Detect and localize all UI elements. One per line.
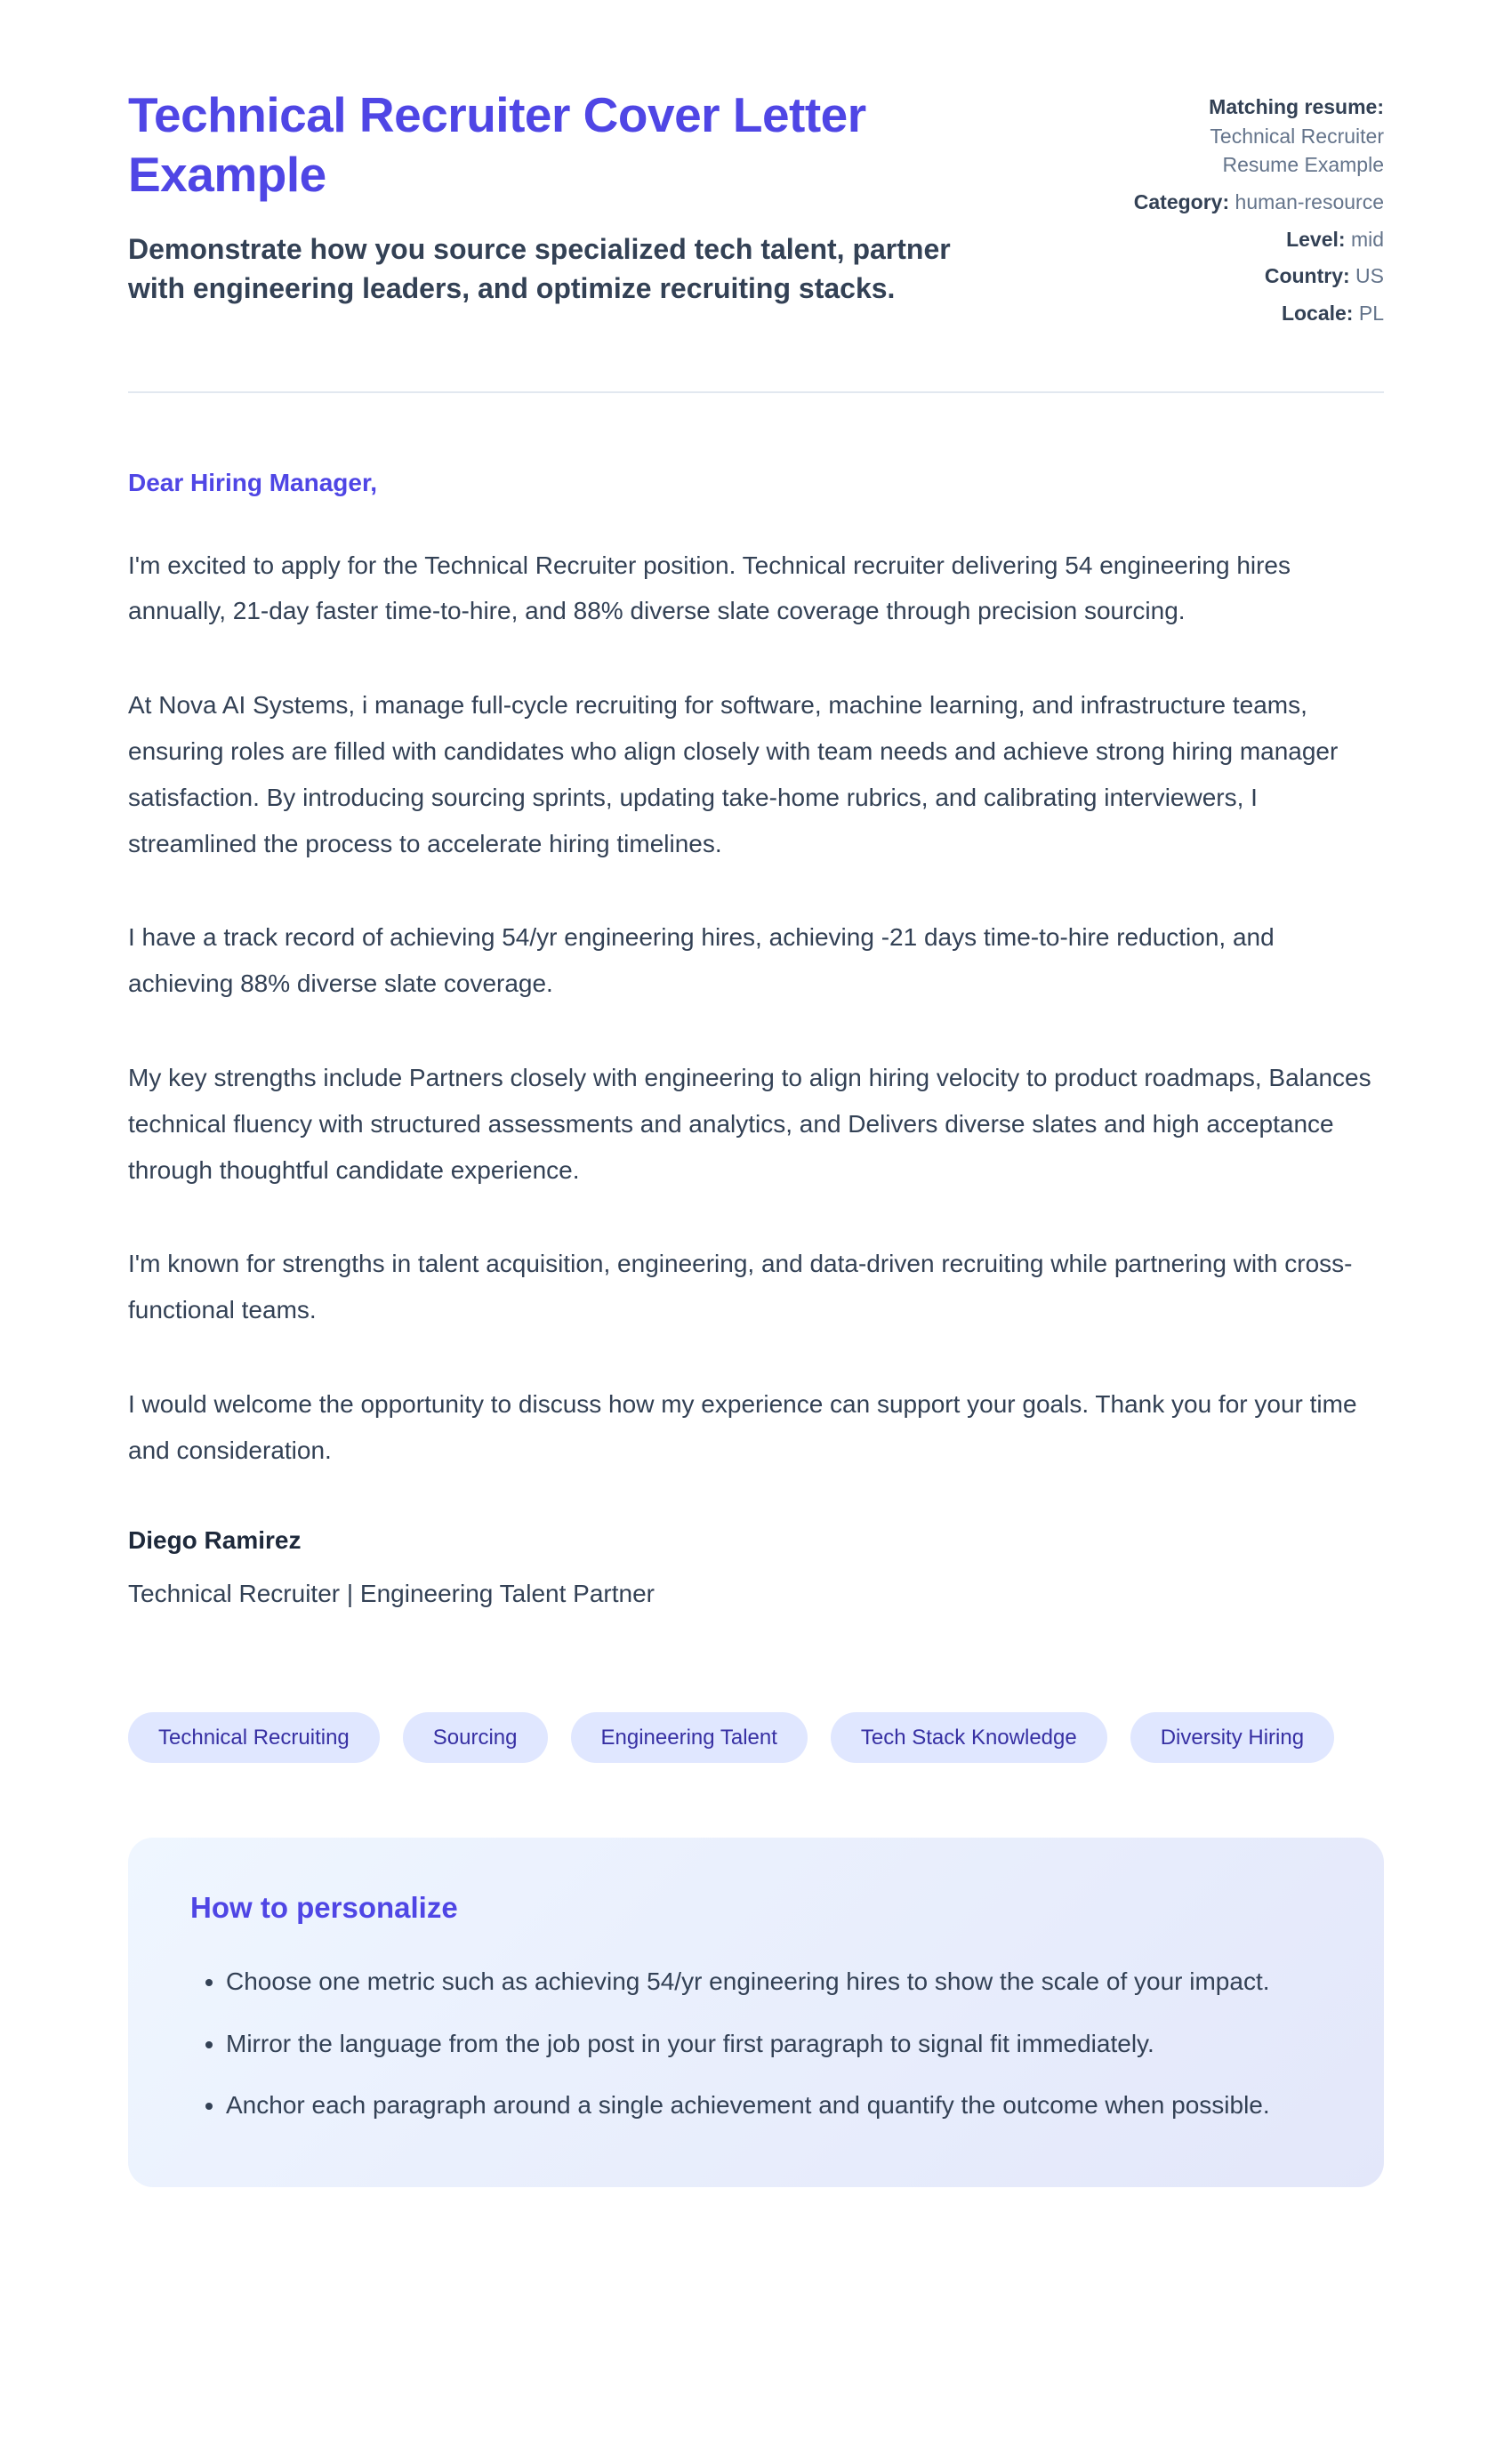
letter-paragraph: My key strengths include Partners closely with engineering to align hiring velocity to product roadmaps, Balances technical fluency with structured assessments and analytics, and Delivers diverse slates and high acceptance through thoughtful candidate experience. (128, 1063, 1371, 1184)
meta-row-locale (1133, 299, 1384, 328)
header-title-block (128, 85, 1071, 309)
header (128, 85, 1384, 336)
meta-row-country (1133, 261, 1384, 291)
letter-paragraph: I'm excited to apply for the Technical Recruiter position. Technical recruiter delivering 54 engineering hires annually, 21-day faster time-to-hire, and 88% diverse slate coverage through precision sourcing. (128, 551, 1291, 625)
meta-label: Category: (1133, 189, 1230, 213)
tag-technical-recruiting[interactable]: Technical Recruiting (128, 1712, 380, 1763)
meta-value: mid (1350, 227, 1384, 251)
tag-sourcing[interactable]: Sourcing (403, 1712, 548, 1763)
meta-label: Locale: (1281, 301, 1354, 325)
salutation: Dear Hiring Manager, (128, 468, 378, 496)
personalize-tip: • Choose one metric such as achieving 54/yr engineering hires to show the scale of your impact. (226, 1959, 1322, 2005)
personalize-tip: • Anchor each paragraph around a single achievement and quantify the outcome when possible. (226, 2082, 1322, 2128)
meta-label: Level: (1286, 227, 1346, 251)
page-title: Technical Recruiter Cover Letter Example (128, 87, 866, 203)
letter-paragraph: I would welcome the opportunity to discuss how my experience can support your goals. Thank you for your time and consideration. (128, 1389, 1357, 1464)
meta-row-category (1133, 188, 1384, 217)
personalize-heading: How to personalize (190, 1890, 458, 1924)
page-subtitle: Demonstrate how you source specialized tech talent, partner with engineering leaders, and optimize recruiting stacks. (128, 233, 951, 305)
tag-diversity-hiring[interactable]: Diversity Hiring (1130, 1712, 1334, 1763)
tag-list (128, 1712, 1384, 1763)
meta-label: Matching resume: (1209, 95, 1384, 118)
meta-value: US (1355, 264, 1384, 288)
signature-name: Diego Ramirez (128, 1525, 302, 1554)
meta-row-matching-resume (1133, 93, 1384, 180)
personalize-tip-list (190, 1959, 1322, 2128)
page (128, 0, 1384, 2214)
meta-value: PL (1358, 301, 1384, 325)
letter-paragraph: I'm known for strengths in talent acquisition, engineering, and data-driven recruiting while partnering with cross-functional teams. (128, 1250, 1353, 1324)
tag-engineering-talent[interactable]: Engineering Talent (571, 1712, 808, 1763)
meta-value: Technical Recruiter Resume Example (1210, 124, 1384, 177)
signature-title: Technical Recruiter | Engineering Talent Partner (128, 1579, 655, 1607)
personalize-box (128, 1838, 1384, 2187)
meta-label: Country: (1264, 264, 1350, 288)
personalize-tip: • Mirror the language from the job post in your first paragraph to signal fit immediately. (226, 2021, 1322, 2067)
letter-paragraph: I have a track record of achieving 54/yr engineering hires, achieving -21 days time-to-hire reduction, and achieving 88% diverse slate coverage. (128, 923, 1275, 998)
cover-letter-body (128, 393, 1384, 1613)
tag-tech-stack-knowledge[interactable]: Tech Stack Knowledge (831, 1712, 1107, 1763)
letter-paragraph: At Nova AI Systems, i manage full-cycle recruiting for software, machine learning, and infrastructure teams, ensuring roles are filled with candidates who align closely with team needs and achieve strong hiring manager satisfaction. By introducing sourcing sprints, updating take-home rubrics, and calibrating interviewers, I streamlined the process to accelerate hiring timelines. (128, 691, 1339, 857)
meta-row-level (1133, 225, 1384, 254)
meta-value: human-resource (1235, 189, 1384, 213)
meta-panel (1133, 85, 1384, 336)
